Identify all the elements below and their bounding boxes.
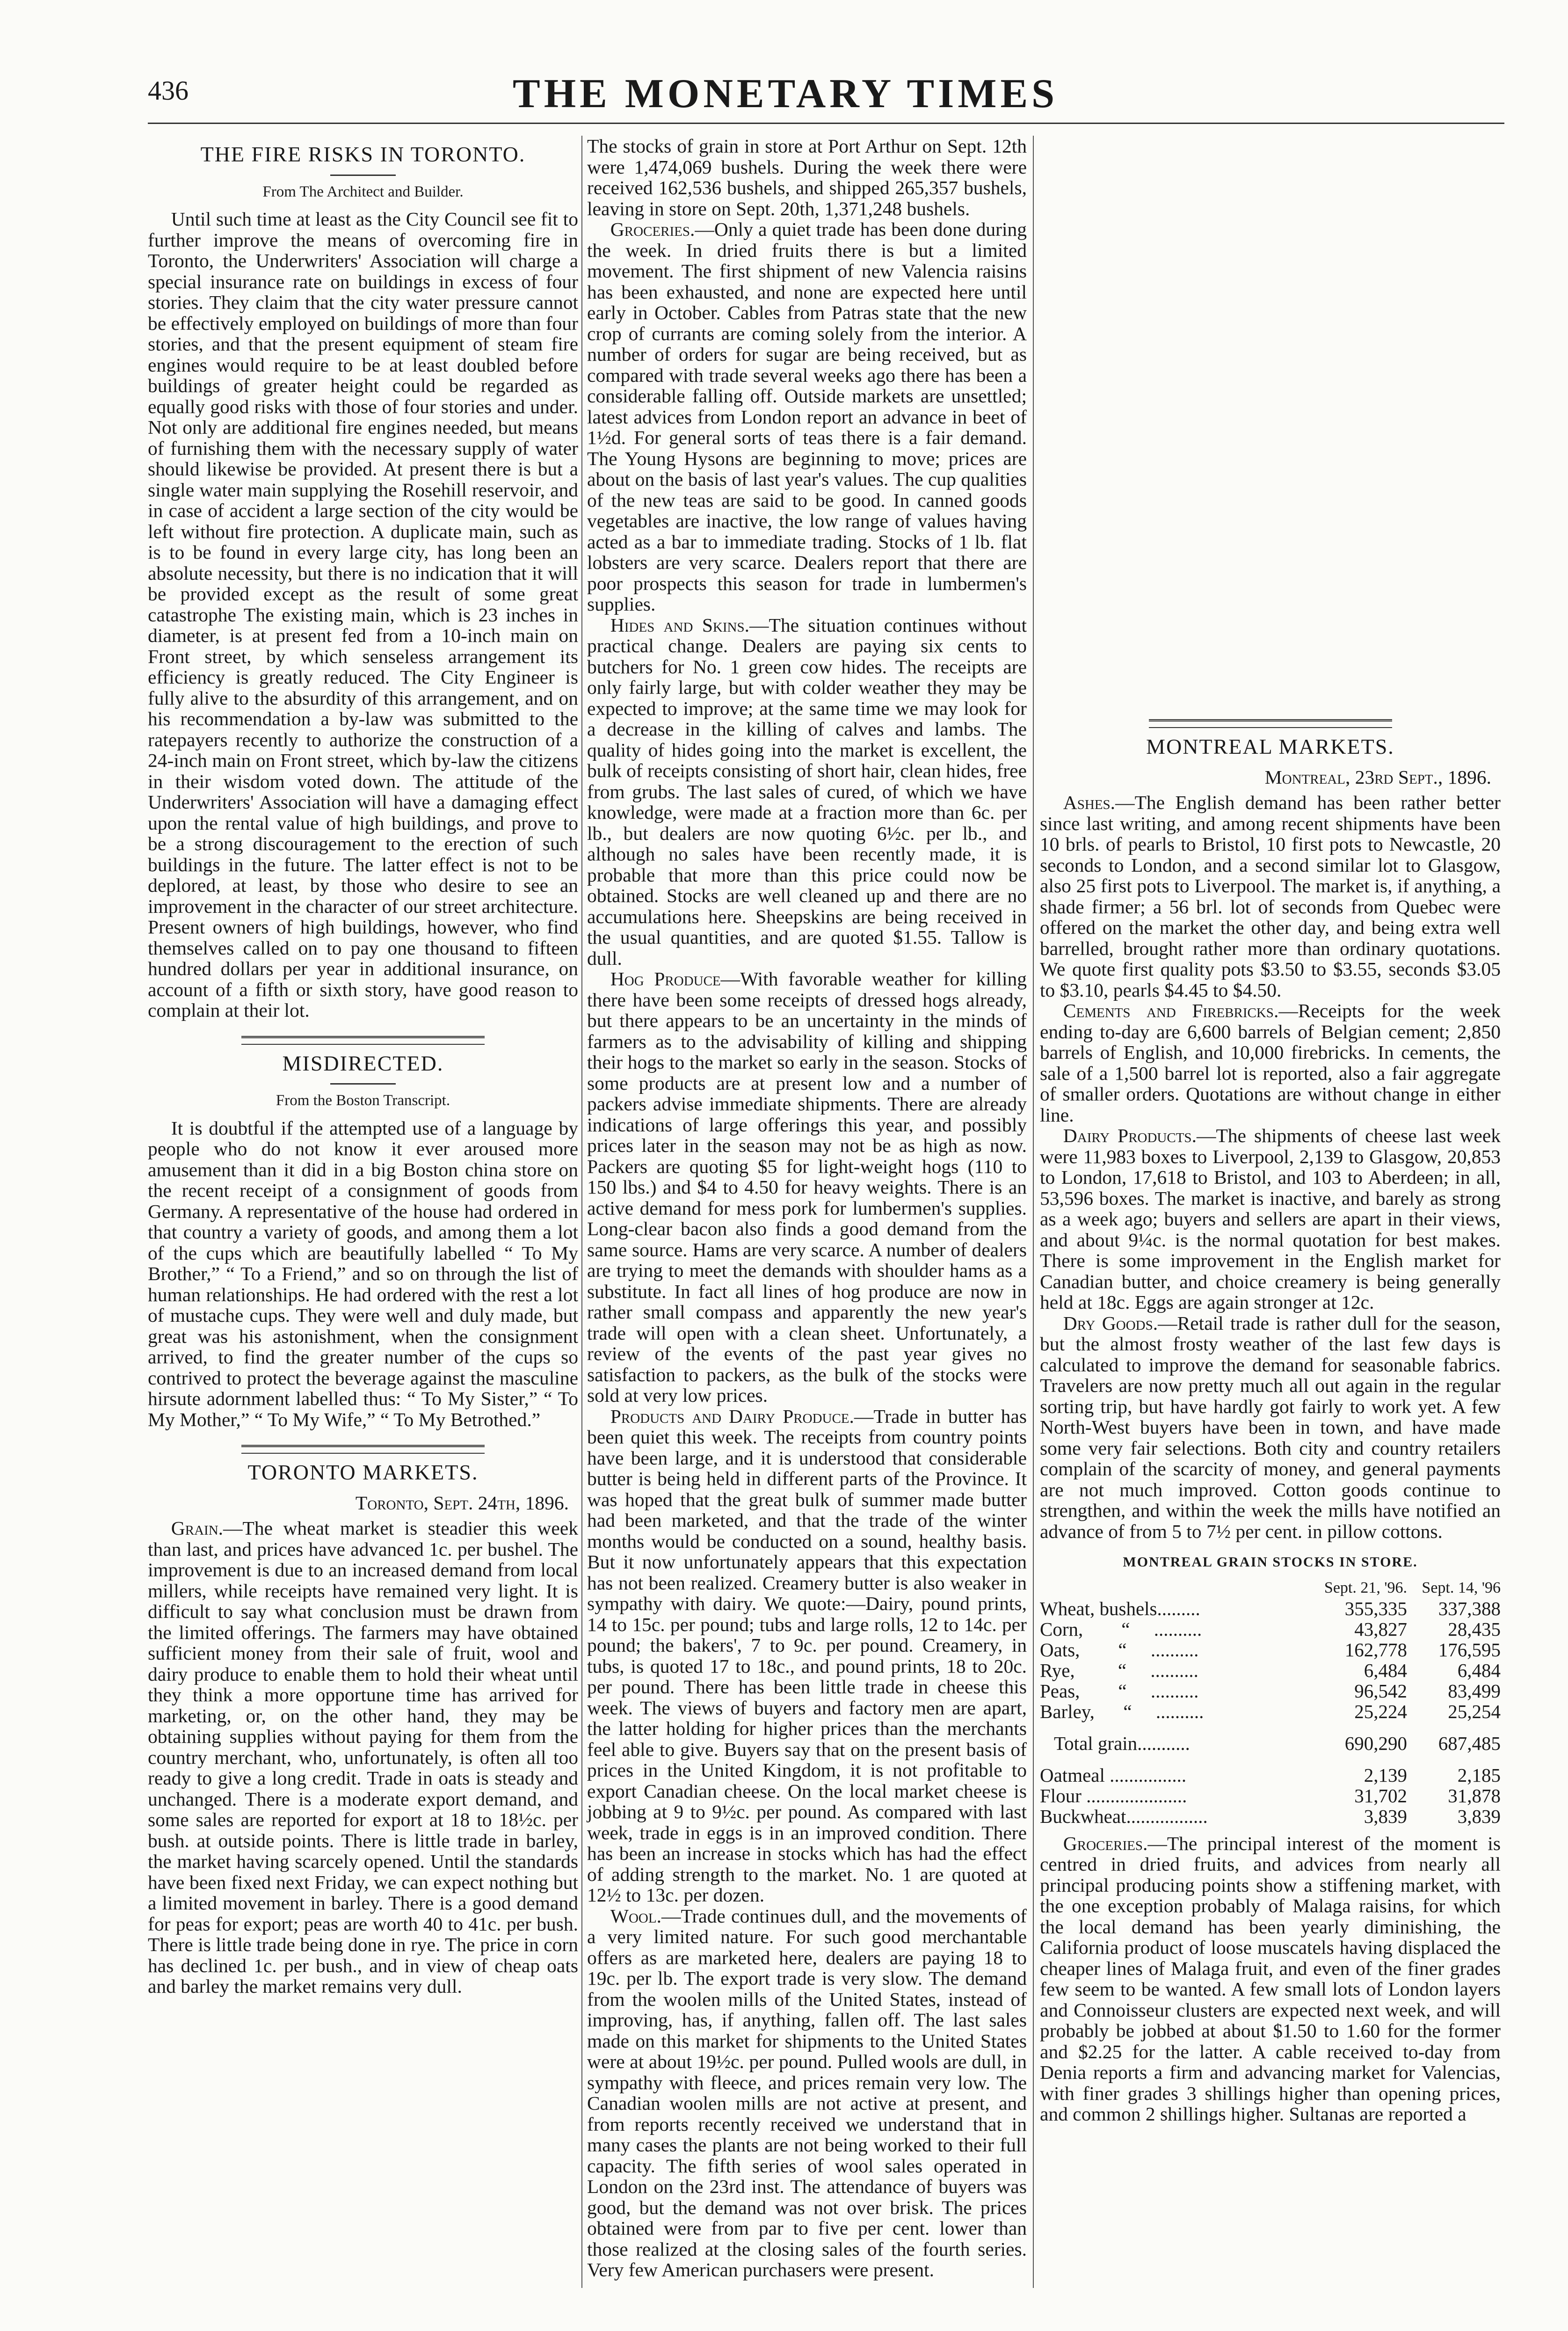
market-text: —The situation continues without practical change. Dealers are paying six cents to butchers for No. 1 green cow hides. The receipts are only fairly large, but with colder weather they may be expected to improve; at the same time we may look for a decrease in the killing of calves and lambs. The quality of hides going into the market is excellent, the bulk of receipts consisting of short hair, clean hides, free from grubs. The last sales of cured, of which we have knowledge, were made at a fraction more than 6c. per lb., but dealers are now quoting 6½c. per lb., and although no sales have been recently made, it is probable that more than this price could now be obtained. Stocks are well cleaned up and there are no accumulations here. Sheepskins are being received in the usual quantities, and are quoted $1.55. Tallow is dull. bbox=[587, 614, 1027, 969]
market-heading: Grain. bbox=[171, 1517, 224, 1539]
title-rule bbox=[330, 1083, 396, 1085]
row-label: Corn, “ .......... bbox=[1040, 1618, 1202, 1640]
market-paragraph bbox=[587, 1406, 1027, 1906]
section-divider bbox=[241, 1036, 485, 1040]
market-text: —The English demand has been rather better since last writing, and among recent shipments have been 10 brls. of pearls to Bristol, 10 first pots to Newcastle, 20 seconds to London, and a second similar lot to Glasgow, also 25 first pots to Liverpool. The market is, if anything, a shade firmer; a 56 brl. lot of seconds from Quebec were offered on the market the other day, and being extra well barrelled, brought rather more than ordinary quotations. We quote first quality pots $3.50 to $3.55, seconds $3.05 to $3.10, pearls $4.45 to $4.50. bbox=[1040, 792, 1501, 1001]
row-value: 687,485 bbox=[1438, 1732, 1501, 1754]
row-value: 3,839 bbox=[1364, 1805, 1407, 1827]
market-text: —With favorable weather for killing there have been some receipts of dressed hogs already, but there appears to be an uncertainty in the minds of farmers as to the advisability of killing and shipping their hogs to the market so early in the season. Stocks of some products are at present low and a number of packers advise immediate shipments. There are already indications of large offerings this year, and possibly prices later in the season may not be as high as now. Packers are quoting $5 for light-weight hogs (110 to 150 lbs.) and $4 to 4.50 for heavy weights. There is an active demand for mess pork for lumbermen's supplies. Long-clear bacon also finds a good demand from the same source. Hams are very scarce. A number of dealers are trying to meet the demands with shoulder hams as a substitute. In fact all lines of hog produce are now in rather small compass and apparently the new year's trade will open with a clean sheet. Unfortunately, a review of the events of the past year gives no satisfaction to packers, as the bulk of the stocks were sold at very low prices. bbox=[587, 968, 1027, 1406]
market-heading: Dairy Products. bbox=[1063, 1125, 1197, 1146]
dateline: Toronto, Sept. 24th, 1896. bbox=[355, 1492, 569, 1514]
section-divider bbox=[241, 1453, 485, 1454]
other-rows bbox=[1040, 1765, 1501, 1827]
table-row bbox=[1040, 1681, 1501, 1701]
grain-stocks-table-title: MONTREAL GRAIN STOCKS IN STORE. bbox=[1123, 1554, 1418, 1570]
row-value: 337,388 bbox=[1438, 1597, 1501, 1619]
dateline: Montreal, 23rd Sept., 1896. bbox=[1264, 766, 1491, 788]
market-text: —Trade in butter has been quiet this week. The receipts from country points have been large, and it is understood that considerable butter is being held in different parts of the Province. It was hoped that the great bulk of summer made butter had been marketed, and that the trade of the winter months would be conducted on a sound, healthy basis. But it now unfortunately appears that this expectation has not been realized. Creamery butter is also weaker in sympathy with dairy. We quote:—Dairy, pound prints, 14 to 15c. per pound; tubs and large rolls, 12 to 14c. per pound; the bakers', 7 to 9c. per pound. Creamery, in tubs, is quoted 17 to 18c., and pound prints, 18 to 20c. per pound. There has been little trade in cheese this week. The views of buyers and factory men are apart, the latter holding for higher prices than the merchants feel able to give. Buyers say that on the present basis of prices in the United Kingdom, it is not profitable to export Canadian cheese. On the local market cheese is jobbing at 9 to 9½c. per pound. As compared with last week, trade in eggs is in an improved condition. There has been an increase in stocks which has had the effect of adding strength to the market. No. 1 are quoted at 12½ to 13c. per dozen. bbox=[587, 1405, 1027, 1906]
page-header bbox=[148, 70, 1504, 122]
table-row bbox=[1040, 1660, 1501, 1681]
column-header: Sept. 21, '96. bbox=[1324, 1579, 1407, 1596]
market-paragraph: The stocks of grain in store at Port Arthur on Sept. 12th were 1,474,069 bushels. During the week there were received 162,536 bushels, and shipped 265,357 bushels, leaving in store on Sept. 20th, 1,371,248 bushels. bbox=[587, 135, 1027, 219]
page-number: 436 bbox=[148, 75, 189, 106]
row-value: 690,290 bbox=[1344, 1732, 1407, 1754]
row-label: Barley, “ .......... bbox=[1040, 1700, 1204, 1722]
table-row bbox=[1040, 1806, 1501, 1827]
column-2 bbox=[587, 136, 1027, 2280]
market-heading: Hog Produce bbox=[610, 968, 721, 990]
row-label: Total grain........... bbox=[1054, 1732, 1190, 1754]
market-heading: Groceries. bbox=[610, 219, 695, 240]
row-label: Flour ..................... bbox=[1040, 1785, 1187, 1807]
table-row bbox=[1040, 1639, 1501, 1660]
row-value: 28,435 bbox=[1448, 1618, 1501, 1640]
market-paragraph bbox=[587, 219, 1027, 615]
row-value: 6,484 bbox=[1364, 1659, 1407, 1681]
row-label: Rye, “ .......... bbox=[1040, 1659, 1198, 1681]
header-rule bbox=[148, 123, 1504, 124]
row-value: 96,542 bbox=[1354, 1680, 1407, 1702]
market-text: —Retail trade is rather dull for the season, but the almost frosty weather of the last few days is calculated to improve the demand for seasonable fabrics. Travelers are now pretty much all out again in the regular sorting trip, but have hardly got fairly to work yet. A few North-West buyers have been in town, and have made some very fair selections. Both city and country retailers complain of the scarcity of money, and general payments are not much improved. Cotton goods continue to strengthen, and within the week the mills have notified an advance of from 5 to 7½ per cent. in pillow cottons. bbox=[1040, 1312, 1501, 1542]
market-paragraph bbox=[1040, 792, 1501, 1000]
market-text: —The shipments of cheese last week were 11,983 boxes to Liverpool, 2,139 to Glasgow, 20,853 to London, 17,618 to Bristol, and 103 to Aberdeen; in all, 53,596 boxes. The market is inactive, and barely as strong as a week ago; buyers and sellers are apart in their views, and about 9¼c. is the normal quotation for best makes. There is some improvement in the English market for Canadian butter, and choice creamery is being generally held at 18c. Eggs are again stronger at 12c. bbox=[1040, 1125, 1501, 1313]
market-heading: Ashes. bbox=[1063, 792, 1116, 813]
article-title-misdirected: MISDIRECTED. bbox=[282, 1051, 444, 1075]
row-label: Wheat, bushels......... bbox=[1040, 1597, 1200, 1619]
market-text: —Only a quiet trade has been done during the week. In dried fruits there is but a limited movement. The first shipment of new Valencia raisins has been exhausted, and none are expected here until early in October. Cables from Patras state that the new crop of currants are coming solely from the interior. A number of orders for sugar are being received, but as compared with trade several weeks ago there has been a considerable falling off. Outside markets are unsettled; latest advices from London report an advance in beet of 1½d. For general sorts of teas there is a fair demand. The Young Hysons are beginning to move; prices are about on the basis of last year's values. The cup qualities of the new teas are said to be good. In canned goods vegetables are inactive, the low range of values having acted as a bar to immediate trading. Stocks of 1 lb. flat lobsters are very scarce. Dealers report that there are poor prospects this season for trade in lumbermen's supplies. bbox=[587, 219, 1027, 615]
market-paragraph bbox=[1040, 1000, 1501, 1125]
table-row bbox=[1040, 1785, 1501, 1806]
market-paragraph bbox=[1040, 1833, 1501, 2125]
market-paragraph bbox=[1040, 1125, 1501, 1313]
article-title-fire-risks: THE FIRE RISKS IN TORONTO. bbox=[200, 142, 526, 166]
article-source: From The Architect and Builder. bbox=[262, 183, 464, 200]
grain-rows bbox=[1040, 1598, 1501, 1722]
market-text: —Trade continues dull, and the movements of a very limited nature. For such good merchantable offers as are marketed here, dealers are paying 18 to 19c. per lb. The export trade is very slow. The demand from the woolen mills of the United States, instead of improving, has, if anything, fallen off. The last sales made on this market for shipments to the United States were at about 19½c. per pound. Pulled wools are dull, in sympathy with fleece, and prices remain very low. The Canadian woolen mills are not active at present, and from reports recently received we understand that in many cases the plants are not being worked to their full capacity. The fifth series of wool sales operated in London on the 23rd inst. The attendance of buyers was good, but the demand was not over brisk. The prices obtained were from par to five per cent. lower than those realized at the closing sales of the fourth series. Very few American purchasers were present. bbox=[587, 1905, 1027, 2280]
section-divider bbox=[1149, 727, 1392, 728]
market-text: —The wheat market is steadier this week than last, and prices have advanced 1c. per bushel. The improvement is due to an increased demand from local millers, while receipts have remained very light. It is difficult to say what conclusion must be drawn from the limited offerings. The farmers may have obtained sufficient money from their sale of fruit, wool and dairy produce to enable them to hold their wheat until they think a more opportune time has arrived for marketing, or, on the other hand, they may be obtaining supplies without paying for them from the country merchant, who, unfortunately, is often all too ready to give a long credit. Trade in oats is steady and unchanged. There is a moderate export demand, and some sales are reported for export at 18 to 18½c. per bush. at outside points. There is little trade in barley, the market having scarcely opened. Until the standards have been fixed next Friday, we can expect nothing but a limited movement in barley. There is a good demand for peas for export; peas are worth 40 to 41c. per bush. There is little trade being done in rye. The price in corn has declined 1c. per bush., and in view of cheap oats and barley the market remains very dull. bbox=[148, 1517, 578, 1997]
market-heading: Wool. bbox=[610, 1905, 661, 1927]
market-paragraph bbox=[587, 1906, 1027, 2280]
row-value: 3,839 bbox=[1457, 1805, 1501, 1827]
market-heading: Groceries. bbox=[1063, 1832, 1148, 1854]
wool-continuation-space bbox=[1040, 136, 1501, 704]
article-title-montreal-markets: MONTREAL MARKETS. bbox=[1146, 735, 1394, 758]
market-paragraph bbox=[1040, 1313, 1501, 1542]
market-paragraph bbox=[587, 969, 1027, 1406]
market-heading: Cements and Firebricks. bbox=[1063, 1000, 1279, 1021]
table-row bbox=[1040, 1701, 1501, 1722]
market-heading: Products and Dairy Produce. bbox=[610, 1405, 854, 1427]
row-value: 25,254 bbox=[1448, 1700, 1501, 1722]
row-label: Peas, “ .......... bbox=[1040, 1680, 1199, 1702]
row-value: 176,595 bbox=[1438, 1639, 1501, 1661]
row-value: 25,224 bbox=[1354, 1700, 1407, 1722]
article-title-toronto-markets: TORONTO MARKETS. bbox=[247, 1460, 479, 1484]
market-text: —The principal interest of the moment is centred in dried fruits, and advices from nearly all principal producing points show a stiffening market, with the one exception probably of Malaga raisins, for which the local demand has been yearly diminishing, the California product of loose muscatels having displaced the cheaper lines of Malaga fruit, and even of the finer grades few seem to be wanted. A few small lots of London layers and Connoisseur clusters are expected next week, and will probably be jobbed at about $1.50 to 1.60 for the former and $2.25 for the latter. A cable received to-day from Denia reports a firm and advancing market for Valencias, with finer grades 3 shillings higher than opening prices, and common 2 shillings higher. Sultanas are reported a bbox=[1040, 1832, 1501, 2125]
market-paragraph bbox=[587, 615, 1027, 969]
row-value: 355,335 bbox=[1344, 1597, 1407, 1619]
table-row bbox=[1040, 1598, 1501, 1619]
grain-stocks-table bbox=[1040, 1578, 1501, 1827]
column-divider bbox=[1033, 136, 1034, 2288]
row-value: 43,827 bbox=[1354, 1618, 1407, 1640]
section-divider bbox=[1149, 719, 1392, 723]
row-value: 162,778 bbox=[1344, 1639, 1407, 1661]
market-paragraph bbox=[148, 1518, 578, 1997]
market-heading: Hides and Skins. bbox=[610, 614, 749, 636]
market-text: —Receipts for the week ending to-day are 6,600 barrels of Belgian cement; 2,850 barrels of English, and 10,000 firebricks. In cements, the sale of a 1,500 barrel lot is reported, also a fair aggregate of smaller orders. Quotations are without change in either line. bbox=[1040, 1000, 1501, 1126]
table-row-total bbox=[1040, 1733, 1501, 1754]
title-rule bbox=[330, 175, 396, 176]
column-divider bbox=[581, 136, 582, 2288]
row-label: Oatmeal ................ bbox=[1040, 1764, 1187, 1786]
row-value: 83,499 bbox=[1448, 1680, 1501, 1702]
row-label: Buckwheat................. bbox=[1040, 1805, 1208, 1827]
row-label: Oats, “ .......... bbox=[1040, 1639, 1199, 1661]
column-3 bbox=[1040, 136, 1501, 2125]
row-value: 31,878 bbox=[1448, 1785, 1501, 1807]
section-divider bbox=[241, 1044, 485, 1045]
row-value: 2,185 bbox=[1457, 1764, 1501, 1786]
publication-title: THE MONETARY TIMES bbox=[513, 71, 1059, 117]
column-header: Sept. 14, '96 bbox=[1422, 1579, 1501, 1596]
article-source: From the Boston Transcript. bbox=[276, 1092, 450, 1109]
market-heading: Dry Goods. bbox=[1063, 1312, 1158, 1334]
article-paragraph: It is doubtful if the attempted use of a language by people who do not know it ever aroused more amusement than it did in a big Boston china store on the recent receipt of a consignment of goods from Germany. A representative of the house had ordered in that country a variety of goods, and among them a lot of the cups which are beautifully labelled “ To My Brother,” “ To a Friend,” and so on through the list of human relationships. He had ordered with the rest a lot of mustache cups. They were well and duly made, but great was his astonishment, when the consignment arrived, to find the greater number of the cups so contrived to protect the beverage against the masculine hirsute adornment labelled thus: “ To My Sister,” “ To My Mother,” “ To My Wife,” “ To My Betrothed.” bbox=[148, 1117, 578, 1430]
table-row bbox=[1040, 1765, 1501, 1785]
column-1 bbox=[148, 136, 578, 1997]
row-value: 2,139 bbox=[1364, 1764, 1407, 1786]
row-value: 31,702 bbox=[1354, 1785, 1407, 1807]
row-value: 6,484 bbox=[1457, 1659, 1501, 1681]
table-row bbox=[1040, 1619, 1501, 1639]
section-divider bbox=[241, 1445, 485, 1449]
article-paragraph: Until such time at least as the City Council see fit to further improve the means of overcoming fire in Toronto, the Underwriters' Association will charge a special insurance rate on buildings in excess of four stories. They claim that the city water pressure cannot be effectively employed on buildings of more than four stories, and that the present equipment of steam fire engines would require to be at least doubled before buildings of greater height could be regarded as equally good risks with those of four stories and under. Not only are additional fire engines needed, but means of furnishing them with the necessary supply of water should likewise be provided. At present there is but a single water main supplying the Rosehill reservoir, and in case of accident a large section of the city would be left without fire protection. A duplicate main, such as is to be found in every large city, has long been an absolute necessity, but there is no indication that it will be provided except as the result of some great catastrophe The existing main, which is 23 inches in diameter, is at present fed from a 10-inch main on Front street, by which senseless arrangement its efficiency is greatly reduced. The City Engineer is fully alive to the absurdity of this arrangement, and on his recommendation a by-law was submitted to the ratepayers recently to authorize the construction of a 24-inch main on Front street, which by-law the citizens in their wisdom voted down. The attitude of the Underwriters' Association will have a damaging effect upon the rental value of high buildings, and prove to be a strong discouragement to the erection of such buildings in the future. The latter effect is not to be deplored, at least, by those who desire to see an improvement in the character of our street architecture. Present owners of high buildings, however, who find themselves called on to pay one thousand to fifteen hundred dollars per year in additional insurance, on account of a fifth or sixth story, have good reason to complain at their lot. bbox=[148, 208, 578, 1021]
